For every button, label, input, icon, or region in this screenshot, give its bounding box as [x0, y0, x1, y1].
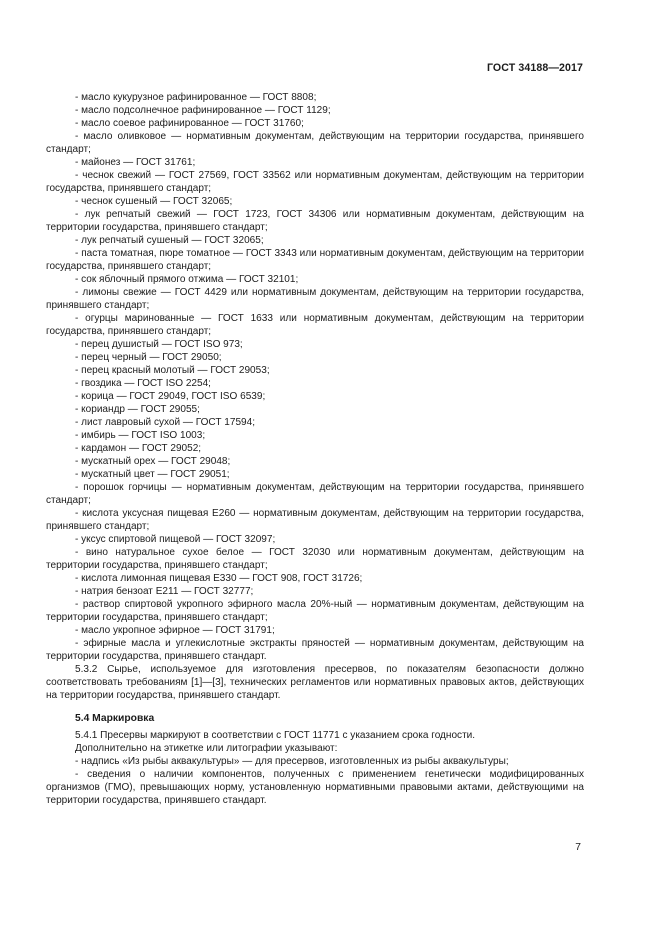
list-item: - масло соевое рафинированное — ГОСТ 31760;	[75, 118, 304, 129]
list-item: - имбирь — ГОСТ ISO 1003;	[75, 430, 206, 441]
document-header	[487, 62, 583, 74]
paragraph-additional-labeling: Дополнительно на этикетке или литографии указывают:	[75, 743, 338, 754]
ingredient-list	[46, 91, 584, 663]
list-item: - надпись «Из рыбы аквакультуры» — для пресервов, изготовленных из рыбы аквакультуры;	[75, 756, 509, 767]
list-item: - перец черный — ГОСТ 29050;	[75, 352, 222, 363]
labeling-list	[46, 755, 584, 807]
list-item: - перец красный молотый — ГОСТ 29053;	[75, 365, 270, 376]
list-item: - масло оливковое — нормативным документам, действующим на территории государства, принявшего стандарт;	[46, 131, 584, 155]
list-item: - лист лавровый сухой — ГОСТ 17594;	[75, 417, 256, 428]
document-body	[46, 91, 584, 807]
section-5-4-heading: 5.4 Маркировка	[75, 713, 155, 724]
list-item: - перец душистый — ГОСТ ISO 973;	[75, 339, 243, 350]
list-item: - кислота уксусная пищевая Е260 — нормативным документам, действующим на территории государства, принявшего стандарт;	[46, 508, 584, 532]
list-item: - порошок горчицы — нормативным документам, действующим на территории государства, принявшего стандарт;	[46, 482, 584, 506]
paragraph-5-3-2: 5.3.2 Сырье, используемое для изготовления пресервов, по показателям безопасности должно соответствовать требованиям [1]—[3], технических регламентов или нормативных правовых актов, действующих на территории государства, принявшего стандарт.	[46, 664, 584, 701]
list-item: - чеснок сушеный — ГОСТ 32065;	[75, 196, 233, 207]
list-item: - масло укропное эфирное — ГОСТ 31791;	[75, 625, 275, 636]
list-item: - лук репчатый сушеный — ГОСТ 32065;	[75, 235, 264, 246]
list-item: - эфирные масла и углекислотные экстракты пряностей — нормативным документам, действующим на территории государства, принявшего стандарт.	[46, 638, 584, 662]
list-item: - сведения о наличии компонентов, полученных с применением генетически модифицированных организмов (ГМО), превышающих норму, установленную нормативными правовыми актами, действующими на территории государства, принявшего стандарт.	[46, 769, 584, 806]
list-item: - мускатный цвет — ГОСТ 29051;	[75, 469, 230, 480]
list-item: - натрия бензоат Е211 — ГОСТ 32777;	[75, 586, 254, 597]
list-item: - майонез — ГОСТ 31761;	[75, 157, 196, 168]
list-item: - уксус спиртовой пищевой — ГОСТ 32097;	[75, 534, 276, 545]
paragraph-5-4-1: 5.4.1 Пресервы маркируют в соответствии с ГОСТ 11771 с указанием срока годности.	[75, 730, 476, 741]
list-item: - кислота лимонная пищевая Е330 — ГОСТ 908, ГОСТ 31726;	[75, 573, 363, 584]
list-item: - гвоздика — ГОСТ ISO 2254;	[75, 378, 211, 389]
list-item: - корица — ГОСТ 29049, ГОСТ ISO 6539;	[75, 391, 266, 402]
list-item: - огурцы маринованные — ГОСТ 1633 или нормативным документам, действующим на территории государства, принявшего стандарт;	[46, 313, 584, 337]
list-item: - лимоны свежие — ГОСТ 4429 или нормативным документам, действующим на территории государства, принявшего стандарт;	[46, 287, 584, 311]
list-item: - мускатный орех — ГОСТ 29048;	[75, 456, 231, 467]
list-item: - кориандр — ГОСТ 29055;	[75, 404, 200, 415]
list-item: - раствор спиртовой укропного эфирного масла 20%-ный — нормативным документам, действующим на территории государства, принявшего стандарт;	[46, 599, 584, 623]
list-item: - масло кукурузное рафинированное — ГОСТ 8808;	[75, 92, 317, 103]
page-number: 7	[575, 842, 581, 853]
list-item: - паста томатная, пюре томатное — ГОСТ 3343 или нормативным документам, действующим на территории государства, принявшего стандарт;	[46, 248, 584, 272]
list-item: - чеснок свежий — ГОСТ 27569, ГОСТ 33562 или нормативным документам, действующим на территории государства, принявшего стандарт;	[46, 170, 584, 194]
list-item: - кардамон — ГОСТ 29052;	[75, 443, 202, 454]
standard-number: ГОСТ 34188—2017	[486, 62, 583, 74]
list-item: - сок яблочный прямого отжима — ГОСТ 32101;	[75, 274, 299, 285]
list-item: - масло подсолнечное рафинированное — ГОСТ 1129;	[75, 105, 331, 116]
list-item: - лук репчатый свежий — ГОСТ 1723, ГОСТ 34306 или нормативным документам, действующим на территории государства, принявшего стандарт;	[46, 209, 584, 233]
list-item: - вино натуральное сухое белое — ГОСТ 32030 или нормативным документам, действующим на территории государства, принявшего стандарт;	[46, 547, 584, 571]
